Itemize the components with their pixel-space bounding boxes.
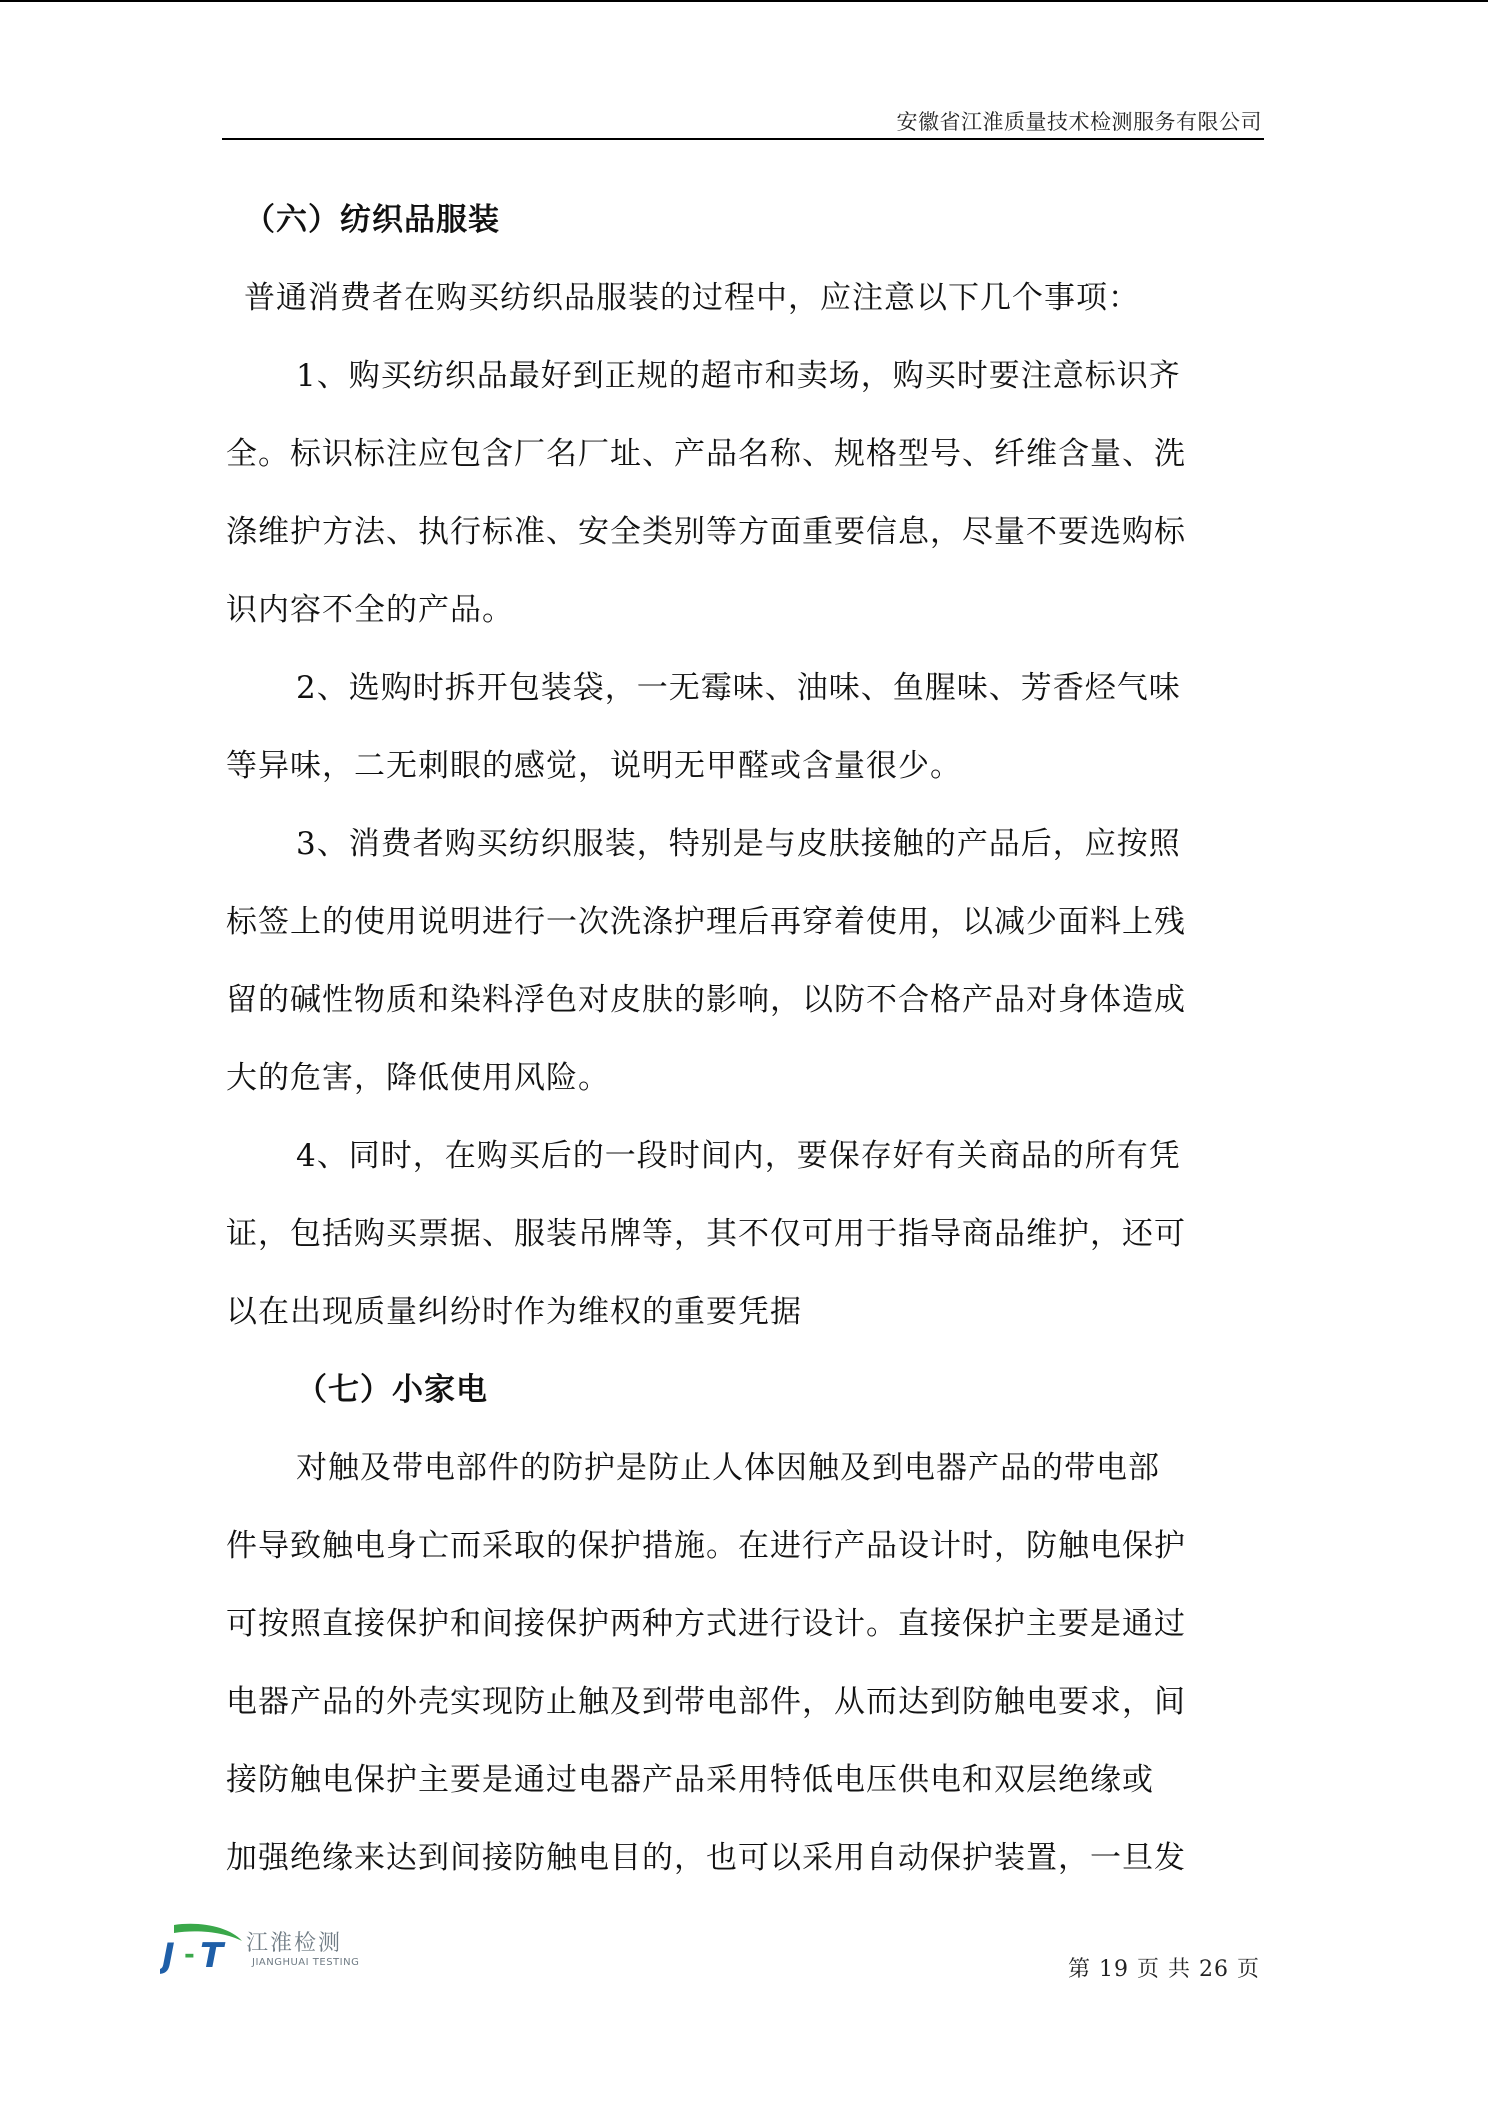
paragraph-line: 全。标识标注应包含厂名厂址、产品名称、规格型号、纤维含量、洗: [226, 436, 1186, 472]
logo-english-text: JIANGHUAI TESTING: [252, 1957, 360, 1968]
svg-text:J: J: [162, 1936, 175, 1976]
paragraph-line: 涤维护方法、执行标准、安全类别等方面重要信息，尽量不要选购标: [226, 514, 1186, 550]
page-number: [1064, 1952, 1264, 1983]
paragraph-line: 识内容不全的产品。: [226, 592, 514, 628]
paragraph-line: 3、消费者购买纺织服装，特别是与皮肤接触的产品后，应按照: [296, 826, 1181, 862]
page-suffix: 页: [1236, 1957, 1260, 1982]
jht-logo-icon: [160, 1923, 244, 1977]
paragraph-line: 2、选购时拆开包装袋，一无霉味、油味、鱼腥味、芳香烃气味: [296, 670, 1181, 706]
page-header: [222, 104, 1264, 140]
page-word: 页: [1136, 1957, 1160, 1982]
paragraph-line: 接防触电保护主要是通过电器产品采用特低电压供电和双层绝缘或: [226, 1762, 1154, 1798]
page-total-word: 共: [1167, 1957, 1191, 1982]
company-logo: [160, 1923, 370, 1977]
section-heading: （七）小家电: [296, 1372, 488, 1408]
page-total: 26: [1198, 1957, 1229, 1982]
paragraph-line: 证，包括购买票据、服装吊牌等，其不仅可用于指导商品维护，还可: [226, 1216, 1186, 1252]
svg-text:T: T: [200, 1936, 224, 1976]
paragraph-line: 4、同时，在购买后的一段时间内，要保存好有关商品的所有凭: [296, 1138, 1181, 1174]
document-body: [226, 193, 1266, 1909]
page-prefix: 第: [1067, 1957, 1091, 1982]
svg-text:-: -: [184, 1940, 195, 1970]
page-top-border: [0, 0, 1488, 2]
paragraph-line: 1、购买纺织品最好到正规的超市和卖场，购买时要注意标识齐: [296, 358, 1181, 394]
paragraph-line: 普通消费者在购买纺织品服装的过程中，应注意以下几个事项：: [244, 280, 1140, 316]
section-heading: （六）纺织品服装: [244, 202, 500, 238]
paragraph-line: 以在出现质量纠纷时作为维权的重要凭据: [226, 1294, 802, 1330]
logo-chinese-text: 江淮检测: [246, 1931, 343, 1956]
paragraph-line: 留的碱性物质和染料浮色对皮肤的影响，以防不合格产品对身体造成: [226, 982, 1186, 1018]
page-current: 19: [1098, 1957, 1129, 1982]
paragraph-line: 等异味，二无刺眼的感觉，说明无甲醛或含量很少。: [226, 748, 962, 784]
header-company-name: 安徽省江淮质量技术检测服务有限公司: [896, 110, 1262, 134]
paragraph-line: 件导致触电身亡而采取的保护措施。在进行产品设计时，防触电保护: [226, 1528, 1186, 1564]
paragraph-line: 电器产品的外壳实现防止触及到带电部件，从而达到防触电要求，间: [226, 1684, 1186, 1720]
paragraph-line: 加强绝缘来达到间接防触电目的，也可以采用自动保护装置，一旦发: [226, 1840, 1186, 1876]
paragraph-line: 大的危害，降低使用风险。: [226, 1060, 610, 1096]
paragraph-line: 对触及带电部件的防护是防止人体因触及到电器产品的带电部: [296, 1450, 1160, 1486]
paragraph-line: 可按照直接保护和间接保护两种方式进行设计。直接保护主要是通过: [226, 1606, 1186, 1642]
paragraph-line: 标签上的使用说明进行一次洗涤护理后再穿着使用，以减少面料上残: [226, 904, 1186, 940]
